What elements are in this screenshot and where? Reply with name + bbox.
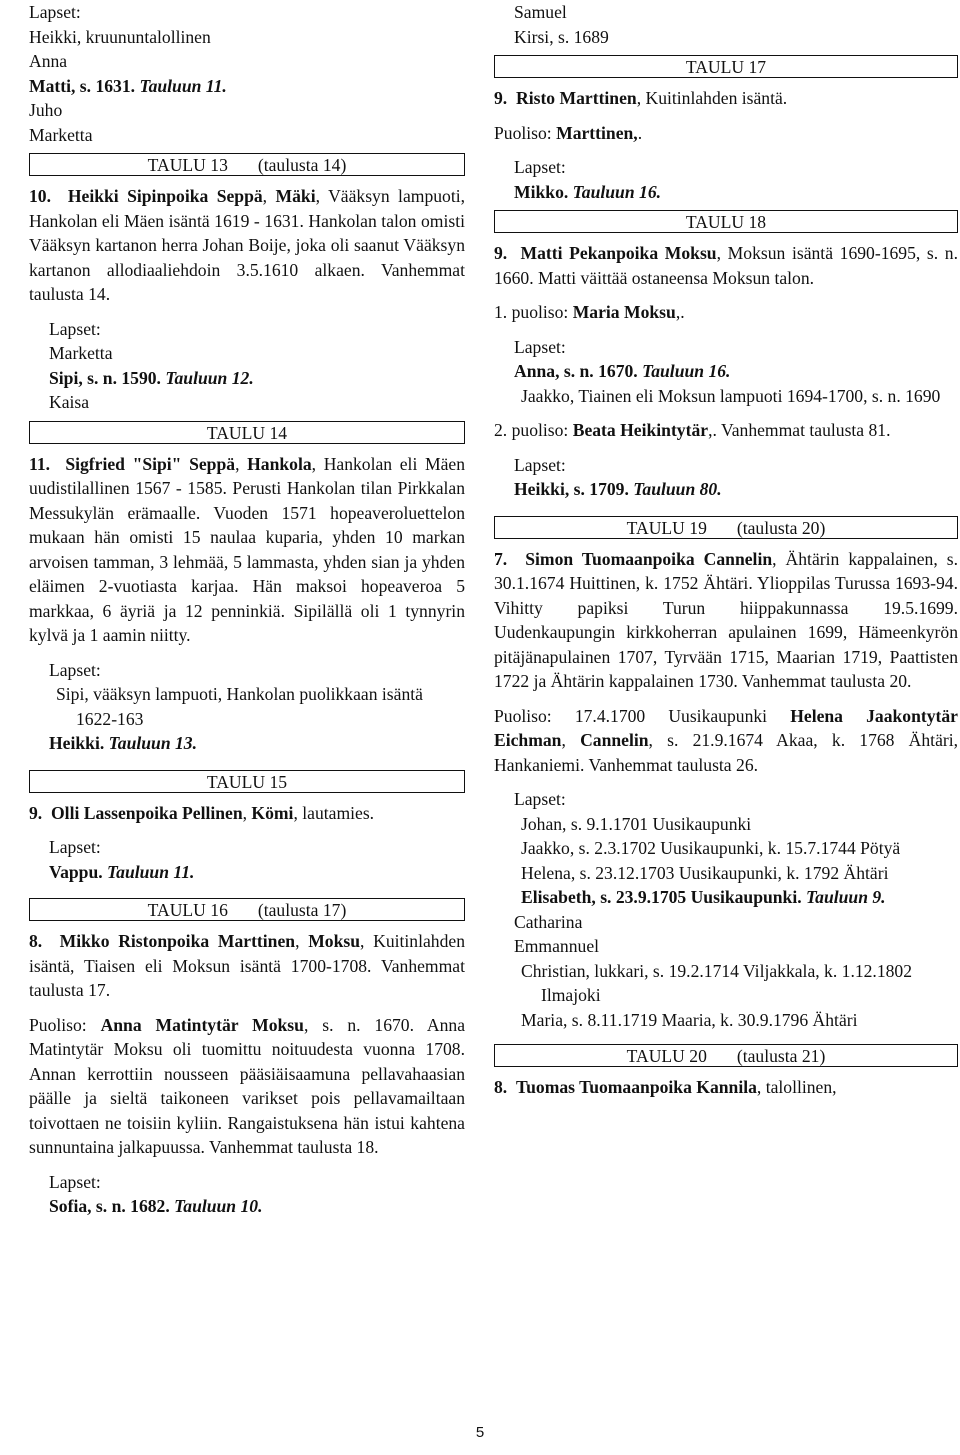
left-column (29, 0, 465, 1219)
spouse-entry: Puoliso: Marttinen,. (494, 122, 643, 143)
child-item-bold: Heikki. Tauluun 13. (49, 733, 198, 753)
child-item: Maria, s. 8.11.1719 Maaria, k. 30.9.1796 Ähtäri (521, 1009, 858, 1030)
table-heading-14: TAULU 14 (29, 421, 465, 444)
table-heading-16: TAULU 16 (taulusta 17) (29, 898, 465, 921)
person-entry: 11. Sigfried "Sipi" Seppä, Hankola, Hankolan eli Mäen uudistilallinen 1567 - 1585. Perusti Hankolan tilan Pirkkalan Messukylän erämaalle. Vuoden 1571 hopeaveroluettelon mukaan hän omisti 15 naulaa kuparia, yhden 10 markan arvoisen tamman, 3 lehmää, 5 lammasta, yhden sian ja yhden eläimen 2-vuotiasta karjaa. Hän maksoi hopeaveroa 5 markkaa, 6 äyriä ja 12 penninkiä. Sipilällä oli 1 tynnyrin kylvä ja 1 aamin niitty. (29, 453, 466, 645)
lapset-label: Lapset: (514, 789, 566, 809)
page-number: 5 (475, 1424, 485, 1441)
spouse-entry: 1. puoliso: Maria Moksu,. (494, 302, 685, 322)
child-item: Sipi, vääksyn lampuoti, Hankolan puolikkaan isäntä 1622-163 (56, 684, 423, 729)
child-item-bold: Sipi, s. n. 1590. Tauluun 12. (49, 367, 254, 388)
lapset-label: Lapset: (514, 336, 566, 357)
person-entry: 8. Mikko Ristonpoika Marttinen, Moksu, Kuitinlahden isäntä, Tiaisen eli Moksun isäntä 1700-1708. Vanhemmat taulusta 17. (29, 931, 466, 1000)
child-item: Emmannuel (514, 936, 600, 956)
person-entry: 9. Olli Lassenpoika Pellinen, Kömi, lautamies. (29, 802, 375, 823)
child-item-bold: Sofia, s. n. 1682. Tauluun 10. (49, 1196, 263, 1216)
child-item: Helena, s. 23.12.1703 Uusikaupunki, k. 1792 Ähtäri (521, 862, 889, 883)
child-item: Anna (29, 51, 68, 71)
child-item: Kirsi, s. 1689 (514, 26, 609, 47)
child-item: Johan, s. 9.1.1701 Uusikaupunki (521, 813, 752, 834)
child-item: Marketta (29, 124, 93, 145)
table-heading-13: TAULU 13 (taulusta 14) (29, 153, 465, 176)
lapset-label: Lapset: (514, 157, 566, 177)
lapset-label: Lapset: (49, 837, 101, 857)
child-item: Catharina (514, 911, 583, 932)
child-item: Christian, lukkari, s. 19.2.1714 Viljakkala, k. 1.12.1802 Ilmajoki (521, 960, 913, 1005)
child-item-bold: Heikki, s. 1709. Tauluun 80. (514, 479, 722, 499)
child-item: Jaakko, s. 2.3.1702 Uusikaupunki, k. 15.7.1744 Pötyä (521, 838, 901, 858)
child-item-bold: Mikko. Tauluun 16. (514, 181, 662, 202)
table-heading-15: TAULU 15 (29, 770, 465, 793)
lapset-label: Lapset: (49, 659, 101, 680)
child-item: Kaisa (49, 392, 90, 412)
spouse-entry: Puoliso: 17.4.1700 Uusikaupunki Helena Jaakontytär Eichman, Cannelin, s. 21.9.1674 Akaa, k. 1768 Ähtäri, Hankaniemi. Vanhemmat taulusta 26. (494, 705, 959, 775)
lapset-label: Lapset: (29, 2, 81, 22)
right-column (494, 0, 958, 1100)
child-item-bold: Vappu. Tauluun 11. (49, 861, 195, 882)
child-item: Heikki, kruununtalollinen (29, 26, 211, 47)
child-item: Marketta (49, 343, 113, 363)
table-heading-19: TAULU 19 (taulusta 20) (494, 516, 958, 539)
lapset-label: Lapset: (49, 318, 101, 339)
spouse-entry: 2. puoliso: Beata Heikintytär,. Vanhemmat taulusta 81. (494, 420, 891, 440)
child-item-bold: Elisabeth, s. 23.9.1705 Uusikaupunki. Tauluun 9. (521, 887, 886, 907)
lapset-label: Lapset: (49, 1171, 101, 1192)
child-item: Samuel (514, 2, 567, 22)
table-heading-20: TAULU 20 (taulusta 21) (494, 1044, 958, 1067)
table-heading-17: TAULU 17 (494, 55, 958, 78)
person-entry: 9. Risto Marttinen, Kuitinlahden isäntä. (494, 88, 788, 108)
person-entry: 10. Heikki Sipinpoika Seppä, Mäki, Vääksyn lampuoti, Hankolan eli Mäen isäntä 1619 - 1631. Hankolan talon omisti Vääksyn kartanon herra Johan Boije, joka oli saanut Vääksyn kartanon allodiaaliehdoin 3.5.1610 alkaen. Vanhemmat taulusta 14. (29, 186, 466, 304)
child-item-bold: Anna, s. n. 1670. Tauluun 16. (514, 361, 731, 381)
spouse-entry: Puoliso: Anna Matintytär Moksu, s. n. 1670. Anna Matintytär Moksu oli tuomittu noituudesta vuonna 1708. Annan kerrottiin nousseen pääsiäisaamuna pellavahaasian päälle ja sieltä taikoneen varikset pois pellavamailtaan toivottaen ne toisiin kyliin. Rangaistuksena hän istui kahtena sunnuntaina jalkapuussa. Vanhemmat taulusta 18. (29, 1014, 465, 1157)
table-heading-18: TAULU 18 (494, 210, 958, 233)
child-item: Juho (29, 100, 63, 120)
person-entry: 7. Simon Tuomaanpoika Cannelin, Ähtärin kappalainen, s. 30.1.1674 Huittinen, k. 1752 Ähtäri. Ylioppilas Turussa 1693-94. Vihitty papiksi Turun hiippakunnassa 19.5.1699. Uudenkaupungin kirkkoherran apulainen 1699, Hämeenkyrön pitäjänapulainen 1707, Tyrvään 1715, Maarian 1719, Paattisten 1722 ja Ähtärin kappalainen 1730. Vanhemmat taulusta 20. (494, 548, 958, 691)
person-entry: 8. Tuomas Tuomaanpoika Kannila, talollinen, (494, 1077, 837, 1097)
lapset-label: Lapset: (514, 454, 566, 475)
person-entry: 9. Matti Pekanpoika Moksu, Moksun isäntä 1690-1695, s. n. 1660. Matti väittää ostaneensa Moksun talon. (494, 243, 959, 288)
child-item-bold: Matti, s. 1631. Tauluun 11. (29, 75, 227, 96)
child-item: Jaakko, Tiainen eli Moksun lampuoti 1694-1700, s. n. 1690 (521, 385, 941, 406)
